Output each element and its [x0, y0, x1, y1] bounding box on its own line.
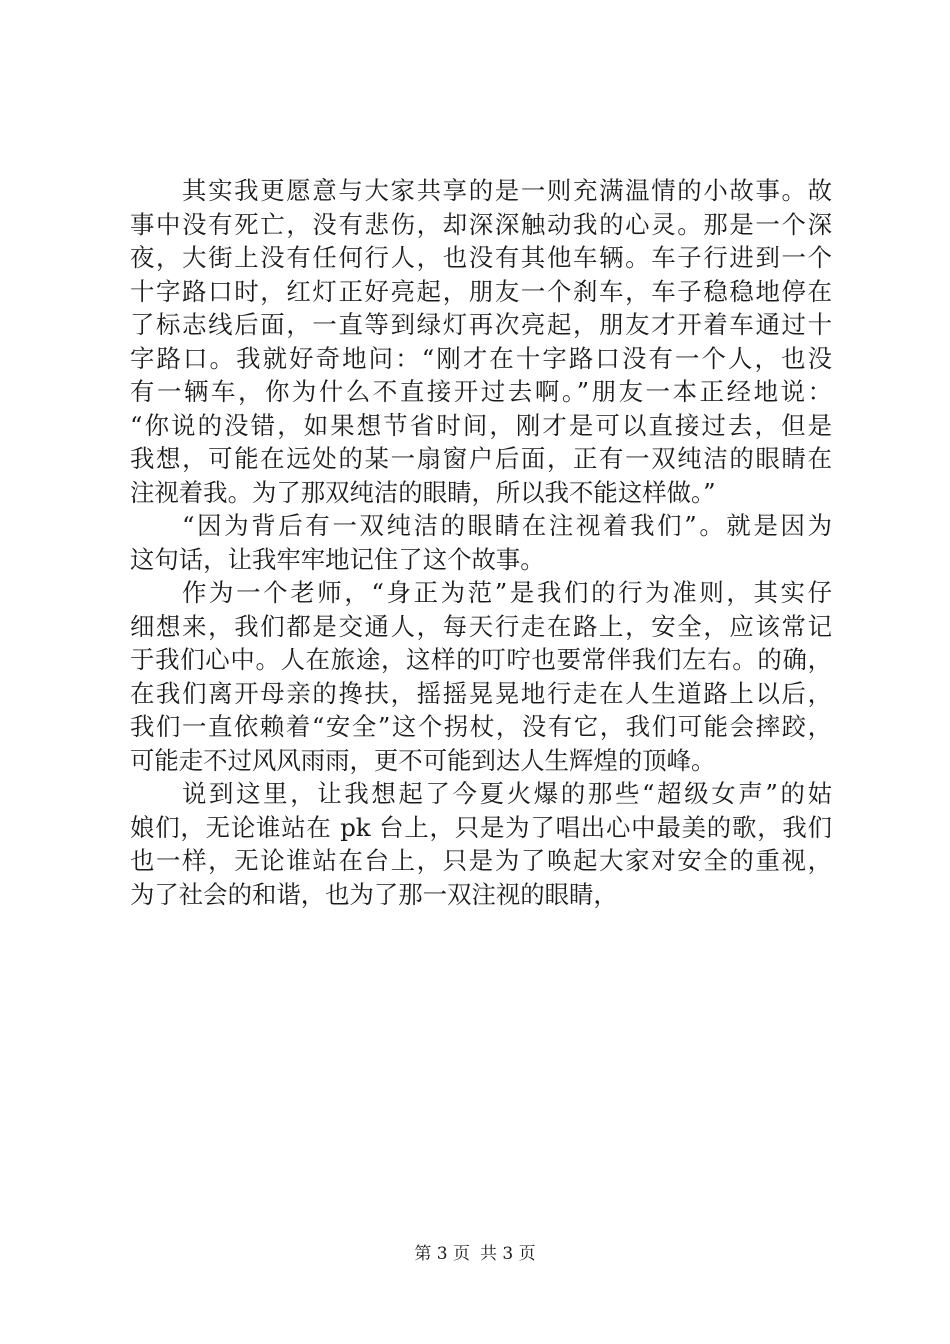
paragraph-3-line-5: 我们一直依赖着“安全”这个拐杖，没有它，我们可能会摔跤， — [130, 712, 832, 741]
paragraph-1-line-3: 夜，大街上没有任何行人，也没有其他车辆。车子行进到一个 — [130, 243, 832, 272]
page-total: 共 3 页 — [480, 1244, 536, 1264]
paragraph-3-line-2: 细想来，我们都是交通人，每天行走在路上，安全，应该常记 — [130, 611, 832, 641]
paragraph-2-line-1: “因为背后有一双纯洁的眼睛在注视着我们”。就是因为 — [182, 511, 832, 540]
paragraph-1-line-8: “你说的没错，如果想节省时间，刚才是可以直接过去，但是 — [130, 410, 832, 440]
paragraph-2-line-2: 这句话，让我牢牢地记住了这个故事。 — [130, 544, 545, 574]
page-number: 第 3 页 — [414, 1244, 470, 1264]
paragraph-4-line-3: 也一样，无论谁站在台上，只是为了唤起大家对安全的重视， — [130, 846, 832, 875]
document-body — [130, 174, 832, 911]
paragraph-1-line-5: 了标志线后面，一直等到绿灯再次亮起，朋友才开着车通过十 — [130, 310, 832, 339]
paragraph-1-line-1: 其实我更愿意与大家共享的是一则充满温情的小故事。故 — [182, 176, 832, 205]
paragraph-3-line-3: 于我们心中。人在旅途，这样的叮咛也要常伴我们左右。的确， — [130, 645, 832, 674]
paragraph-3-line-4: 在我们离开母亲的搀扶，摇摇晃晃地行走在人生道路上以后， — [130, 678, 832, 708]
paragraph-4-line-2: 娘们，无论谁站在 pk 台上，只是为了唱出心中最美的歌，我们 — [130, 812, 832, 842]
paragraph-4-line-1: 说到这里，让我想起了今夏火爆的那些“超级女声”的姑 — [182, 779, 832, 808]
paragraph-3-line-1: 作为一个老师，“身正为范”是我们的行为准则，其实仔 — [182, 578, 832, 607]
paragraph-1-line-9: 我想，可能在远处的某一扇窗户后面，正有一双纯洁的眼睛在 — [130, 444, 832, 473]
paragraph-3-line-6: 可能走不过风风雨雨，更不可能到达人生辉煌的顶峰。 — [130, 745, 716, 775]
paragraph-1-line-10: 注视着我。为了那双纯洁的眼睛，所以我不能这样做。” — [130, 477, 716, 507]
paragraph-1-line-7: 有一辆车，你为什么不直接开过去啊。”朋友一本正经地说： — [130, 377, 832, 406]
paragraph-1-line-6: 字路口。我就好奇地问：“刚才在十字路口没有一个人，也没 — [130, 343, 832, 373]
page-footer — [0, 1243, 950, 1265]
paragraph-4-line-4: 为了社会的和谐，也为了那一双注视的眼睛， — [130, 879, 618, 909]
paragraph-1-line-4: 十字路口时，红灯正好亮起，朋友一个刹车，车子稳稳地停在 — [130, 276, 832, 306]
paragraph-1-line-2: 事中没有死亡，没有悲伤，却深深触动我的心灵。那是一个深 — [130, 209, 832, 239]
